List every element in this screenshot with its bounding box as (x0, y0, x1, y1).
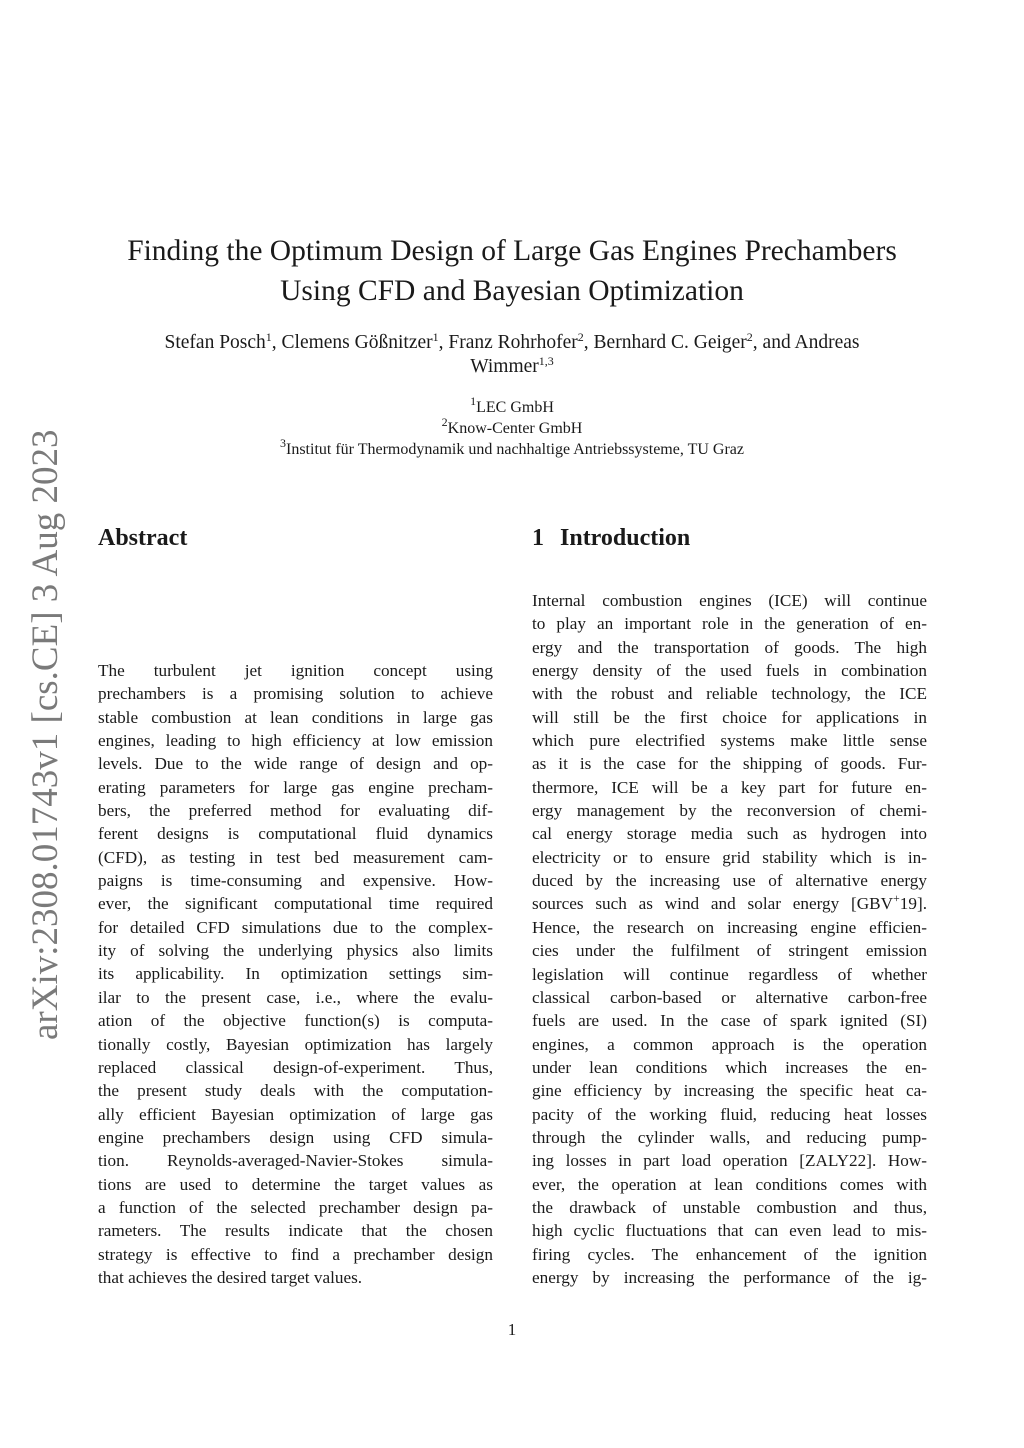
author-affil-mark: 1,3 (538, 354, 554, 368)
text-line: gine efficiency by increasing the specific heat ca- (532, 1081, 927, 1101)
text-line: ergy management by the reconversion of chemi- (532, 801, 927, 821)
affiliation-item (0, 394, 1024, 418)
text-line: paigns is time-consuming and expensive. How- (98, 871, 493, 891)
author-affil-mark: 1 (265, 330, 272, 344)
abstract-heading: Abstract (98, 525, 188, 551)
text-line: erating parameters for large gas engine precham- (98, 777, 493, 797)
affiliation-item (0, 415, 1024, 439)
author-name: Stefan Posch (164, 332, 266, 353)
affiliation-list (0, 394, 1024, 460)
text-line: Hence, the research on increasing engine efficien- (532, 917, 927, 937)
arxiv-identifier: arXiv:2308.01743v1 [cs.CE] 3 Aug 2023 (25, 429, 66, 1040)
section-title: Introduction (560, 525, 691, 551)
text-line: ation of the objective function(s) is computa- (98, 1011, 493, 1031)
text-line: the drawback of unstable combustion and thus, (532, 1197, 927, 1217)
text-line: (CFD), as testing in test bed measurement cam- (98, 847, 493, 867)
text-line: tion. Reynolds-averaged-Navier-Stokes simula- (98, 1151, 493, 1171)
text-line: cies under the fulfilment of stringent emission (532, 941, 927, 961)
author-name: , and Andreas (752, 332, 860, 353)
text-line: classical carbon-based or alternative carbon-free (532, 987, 927, 1007)
affiliation-name: LEC GmbH (476, 399, 554, 416)
text-line: under lean conditions which increases the en- (532, 1057, 927, 1077)
text-line: firing cycles. The enhancement of the ignition (532, 1244, 927, 1264)
author-name: , Bernhard C. Geiger (583, 332, 747, 353)
text-line: ever, the significant computational time required (98, 894, 493, 914)
text-line: through the cylinder walls, and reducing pump- (532, 1127, 927, 1147)
text-line: thermore, ICE will be a key part for future en- (532, 777, 927, 797)
text-line: for detailed CFD simulations due to the complex- (98, 917, 493, 937)
affiliation-name: Institut für Thermodynamik und nachhaltige Antriebssysteme, TU Graz (286, 441, 744, 458)
author-affil-mark: 1 (432, 330, 439, 344)
text-line: ally efficient Bayesian optimization of large gas (98, 1104, 493, 1124)
text-line: levels. Due to the wide range of design and op- (98, 754, 493, 774)
affiliation-item (0, 436, 1024, 460)
text-line: The turbulent jet ignition concept using (98, 661, 493, 680)
text-line: sources such as wind and solar energy [GBV+19]. (532, 891, 927, 914)
text-line: which pure electrified systems make little sense (532, 731, 927, 751)
text-line: prechambers is a promising solution to achieve (98, 684, 493, 704)
text-line: will still be the first choice for applications in (532, 707, 927, 727)
text-line: stable combustion at lean conditions in large gas (98, 707, 493, 727)
text-line: ilar to the present case, i.e., where the evalu- (98, 987, 493, 1007)
text-line: bers, the preferred method for evaluating dif- (98, 801, 493, 821)
text-line: ergy and the transportation of goods. The high (532, 637, 927, 657)
title-line-1: Finding the Optimum Design of Large Gas Engines Prechambers (127, 235, 897, 267)
text-line: energy density of the used fuels in combination (532, 661, 927, 681)
text-line: ferent designs is computational fluid dynamics (98, 824, 493, 844)
text-line: strategy is effective to find a prechamber design (98, 1244, 493, 1264)
author-name: , Franz Rohrhofer (438, 332, 578, 353)
abstract-body (98, 659, 493, 1289)
author-name: , Clemens Gößnitzer (271, 332, 433, 353)
text-line: replaced classical design-of-experiment. Thus, (98, 1057, 493, 1077)
text-line: cal energy storage media such as hydrogen into (532, 824, 927, 844)
text-line: pacity of the working fluid, reducing heat losses (532, 1104, 927, 1124)
author-list (0, 331, 1024, 379)
text-line: electricity or to ensure grid stability which is in- (532, 847, 927, 867)
title-line-2: Using CFD and Bayesian Optimization (280, 275, 744, 307)
text-line: legislation will continue regardless of whether (532, 964, 927, 984)
text-line: that achieves the desired target values. (98, 1267, 363, 1287)
text-line: tionally costly, Bayesian optimization has largely (98, 1034, 493, 1054)
text-line: its applicability. In optimization settings sim- (98, 964, 493, 984)
text-line: ity of solving the underlying physics also limits (98, 941, 493, 961)
text-line: rameters. The results indicate that the chosen (98, 1221, 493, 1241)
page-number: 1 (507, 1320, 517, 1339)
text-line: ing losses in part load operation [ZALY22]. How- (532, 1151, 927, 1171)
affiliation-mark: 2 (441, 415, 448, 429)
affiliation-mark: 3 (280, 436, 286, 450)
author-affil-mark: 2 (577, 330, 584, 344)
author-line-1 (0, 331, 1024, 355)
affiliation-name: Know-Center GmbH (447, 420, 583, 437)
text-line: engine prechambers design using CFD simula- (98, 1127, 493, 1147)
text-line: tions are used to determine the target values as (98, 1174, 493, 1194)
text-line: to play an important role in the generation of en- (532, 614, 927, 634)
citation-superscript: + (893, 891, 900, 906)
section-number: 1 (532, 525, 544, 551)
text-line: as it is the case for the shipping of goods. Fur- (532, 754, 927, 774)
text-line: fuels are used. In the case of spark ignited (SI) (532, 1011, 927, 1031)
text-line: engines, a common approach is the operation (532, 1034, 927, 1054)
text-line: Internal combustion engines (ICE) will continue (532, 591, 927, 610)
author-affil-mark: 2 (746, 330, 753, 344)
author-line-2 (0, 355, 1024, 379)
text-line: high cyclic fluctuations that can even lead to mis- (532, 1221, 927, 1241)
paper-title (0, 231, 1024, 311)
introduction-heading (532, 523, 690, 553)
text-line: duced by the increasing use of alternative energy (532, 871, 927, 891)
text-line: engines, leading to high efficiency at low emission (98, 731, 493, 751)
text-line: energy by increasing the performance of the ig- (532, 1267, 927, 1287)
author-name: Wimmer (470, 356, 539, 377)
text-line: the present study deals with the computation- (98, 1081, 493, 1101)
affiliation-mark: 1 (470, 394, 477, 408)
text-line: ever, the operation at lean conditions comes with (532, 1174, 927, 1194)
text-line: with the robust and reliable technology, the ICE (532, 684, 927, 704)
text-line: a function of the selected prechamber design pa- (98, 1197, 493, 1217)
introduction-body (532, 589, 927, 1289)
